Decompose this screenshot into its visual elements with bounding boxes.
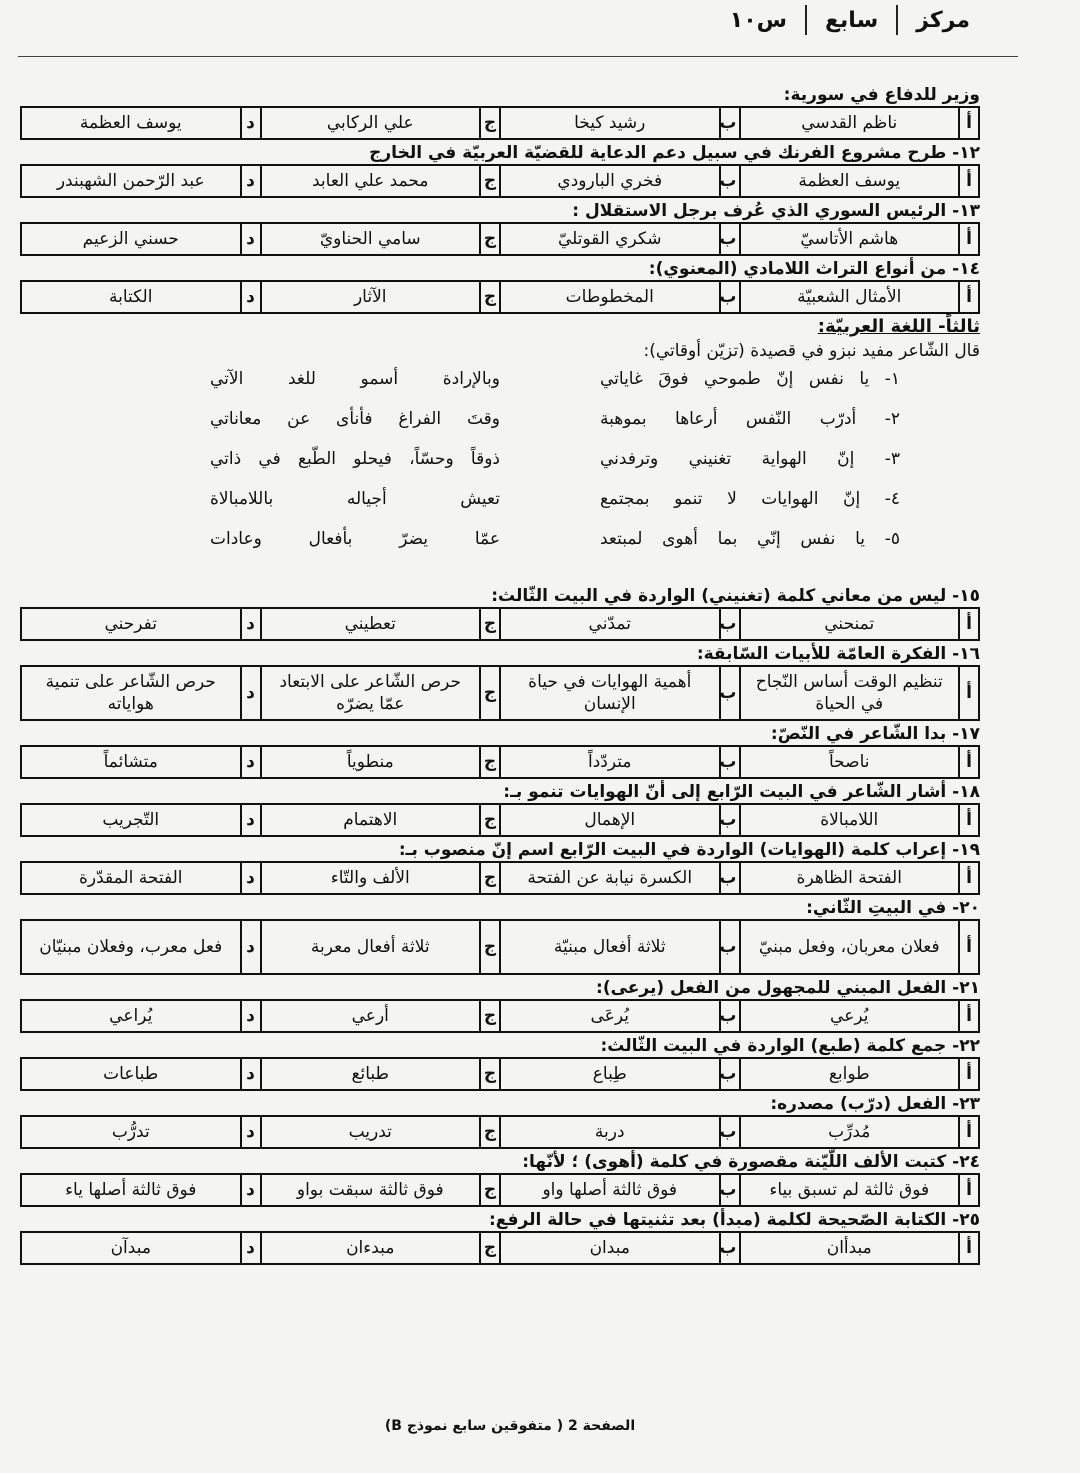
option-b: تمدّني — [500, 608, 720, 640]
option-letter: د — [241, 165, 261, 197]
header-grade: سابع — [825, 7, 879, 33]
options-table — [20, 999, 980, 1033]
option-d: الكتابة — [21, 281, 241, 313]
option-letter: أ — [959, 1174, 979, 1206]
option-letter: أ — [959, 281, 979, 313]
option-a: اللامبالاة — [740, 804, 960, 836]
option-letter: د — [241, 1000, 261, 1032]
option-c: محمد علي العابد — [261, 165, 481, 197]
option-c: مبدءان — [261, 1232, 481, 1264]
option-letter: د — [241, 1116, 261, 1148]
option-d: مبدآن — [21, 1232, 241, 1264]
poem-verse — [20, 369, 980, 409]
option-a: مُدرِّب — [740, 1116, 960, 1148]
header-markaz: مركز — [916, 7, 970, 33]
option-b: متردّداً — [500, 746, 720, 778]
option-b: المخطوطات — [500, 281, 720, 313]
verse-first-half: ٢- أدرّب النّفس أرعاها بموهبة — [600, 409, 900, 429]
question-text: وزير للدفاع في سورية: — [783, 85, 980, 105]
option-letter: أ — [959, 1000, 979, 1032]
option-a: ناظم القدسي — [740, 107, 960, 139]
question-text: ٢٥- الكتابة الصّحيحة لكلمة (مبدأ) بعد تثنيتها في حالة الرفع: — [488, 1210, 980, 1230]
option-letter: ج — [480, 165, 500, 197]
question-text: ١٢- طرح مشروع الفرنك في سبيل دعم الدعاية للقضيّة العربيّة في الخارج — [369, 143, 980, 163]
options-table — [20, 861, 980, 895]
options-table — [20, 803, 980, 837]
option-letter: أ — [959, 107, 979, 139]
option-a: تنظيم الوقت أساس النّجاح في الحياة — [740, 666, 960, 720]
verse-second-half: وقتَ الفراغ فأنأى عن معاناتي — [210, 409, 500, 429]
question-text: ٢٠- في البيتِ الثّاني: — [806, 898, 980, 918]
question-text: ٢١- الفعل المبني للمجهول من الفعل (يرعى): — [596, 978, 980, 998]
option-c: أرعي — [261, 1000, 481, 1032]
option-b: الإهمال — [500, 804, 720, 836]
option-b: الكسرة نيابة عن الفتحة — [500, 862, 720, 894]
top-rule — [18, 56, 1018, 57]
option-letter: ب — [720, 165, 740, 197]
option-letter: د — [241, 804, 261, 836]
option-d: الفتحة المقدّرة — [21, 862, 241, 894]
option-letter: ج — [480, 1116, 500, 1148]
option-letter: ب — [720, 1232, 740, 1264]
option-b: شكري القوتليّ — [500, 223, 720, 255]
option-c: تعطيني — [261, 608, 481, 640]
option-a: الأمثال الشعبيّة — [740, 281, 960, 313]
header-separator — [896, 5, 898, 35]
option-d: فوق ثالثة أصلها ياء — [21, 1174, 241, 1206]
page-header — [730, 0, 970, 40]
option-b: يُرعَى — [500, 1000, 720, 1032]
option-letter: أ — [959, 1232, 979, 1264]
option-a: مبدأان — [740, 1232, 960, 1264]
option-a: الفتحة الظاهرة — [740, 862, 960, 894]
option-letter: ج — [480, 1174, 500, 1206]
options-table — [20, 164, 980, 198]
option-letter: أ — [959, 666, 979, 720]
option-letter: د — [241, 281, 261, 313]
option-letter: ب — [720, 804, 740, 836]
option-d: عبد الرّحمن الشهبندر — [21, 165, 241, 197]
option-letter: ج — [480, 281, 500, 313]
verse-first-half: ٥- يا نفس إنّي بما أهوى لمبتعد — [600, 529, 900, 549]
option-letter: ب — [720, 1000, 740, 1032]
question-text: ١٥- ليس من معاني كلمة (تغنيني) الواردة في البيت الثّالث: — [491, 586, 980, 606]
options-table — [20, 665, 980, 721]
option-letter: ج — [480, 1000, 500, 1032]
question-text: ١٣- الرئيس السوري الذي عُرف برجل الاستقلال : — [572, 201, 980, 221]
option-letter: ج — [480, 107, 500, 139]
option-d: حرص الشّاعر على تنمية هواياته — [21, 666, 241, 720]
option-a: فعلان معربان، وفعل مبنيّ — [740, 920, 960, 974]
verse-second-half: عمّا يضرّ بأفعال وعادات — [210, 529, 500, 549]
option-letter: د — [241, 666, 261, 720]
poem-verse — [20, 489, 980, 529]
question-text: ١٦- الفكرة العامّة للأبيات السّابقة: — [696, 644, 980, 664]
option-letter: أ — [959, 804, 979, 836]
option-a: ناصحاً — [740, 746, 960, 778]
option-d: تدرُّب — [21, 1116, 241, 1148]
option-letter: ب — [720, 746, 740, 778]
options-table — [20, 1231, 980, 1265]
option-c: الاهتمام — [261, 804, 481, 836]
option-c: طبائع — [261, 1058, 481, 1090]
option-letter: أ — [959, 1116, 979, 1148]
option-a: يوسف العظمة — [740, 165, 960, 197]
question-text: ١٨- أشار الشّاعر في البيت الرّابع إلى أنّ الهوايات تنمو بـ: — [503, 782, 980, 802]
poem-verse — [20, 449, 980, 489]
option-c: الآثار — [261, 281, 481, 313]
option-letter: ب — [720, 107, 740, 139]
option-letter: ج — [480, 223, 500, 255]
option-letter: أ — [959, 608, 979, 640]
options-table — [20, 280, 980, 314]
option-d: حسني الزعيم — [21, 223, 241, 255]
option-letter: ب — [720, 862, 740, 894]
options-table — [20, 919, 980, 975]
options-table — [20, 745, 980, 779]
verse-second-half: ذوقاً وحسّاً، فيحلو الطّبع في ذاتي — [210, 449, 500, 469]
option-letter: د — [241, 107, 261, 139]
option-b: أهمية الهوايات في حياة الإنسان — [500, 666, 720, 720]
question-text: ٢٣- الفعل (درّب) مصدره: — [770, 1094, 980, 1114]
option-letter: ج — [480, 666, 500, 720]
option-c: ثلاثة أفعال معربة — [261, 920, 481, 974]
poem-verse — [20, 529, 980, 569]
option-letter: د — [241, 1232, 261, 1264]
option-c: سامي الحناويّ — [261, 223, 481, 255]
option-c: تدريب — [261, 1116, 481, 1148]
option-c: علي الركابي — [261, 107, 481, 139]
option-d: تفرحني — [21, 608, 241, 640]
option-a: طوابع — [740, 1058, 960, 1090]
option-letter: أ — [959, 223, 979, 255]
option-letter: ب — [720, 1116, 740, 1148]
verse-first-half: ١- يا نفس إنّ طموحي فوقَ غاياتي — [600, 369, 900, 389]
option-a: فوق ثالثة لم تسبق بياء — [740, 1174, 960, 1206]
option-letter: أ — [959, 1058, 979, 1090]
poem-intro: قال الشّاعر مفيد نبزو في قصيدة (تزيّن أوقاتي): — [643, 341, 980, 361]
question-text: ١٧- بدا الشّاعر في النّصّ: — [770, 724, 980, 744]
options-table — [20, 607, 980, 641]
option-b: مبدان — [500, 1232, 720, 1264]
option-b: فخري البارودي — [500, 165, 720, 197]
option-b: رشيد كيخا — [500, 107, 720, 139]
option-letter: ج — [480, 1232, 500, 1264]
option-b: فوق ثالثة أصلها واو — [500, 1174, 720, 1206]
option-c: منطوياً — [261, 746, 481, 778]
option-letter: ج — [480, 746, 500, 778]
option-letter: د — [241, 862, 261, 894]
option-c: الألف والتّاء — [261, 862, 481, 894]
options-table — [20, 1057, 980, 1091]
option-letter: أ — [959, 920, 979, 974]
section-title: ثالثاً- اللغة العربيّة: — [817, 316, 980, 337]
option-letter: د — [241, 1058, 261, 1090]
option-letter: د — [241, 1174, 261, 1206]
option-d: يُراعي — [21, 1000, 241, 1032]
poem — [20, 369, 980, 577]
header-separator — [805, 5, 807, 35]
option-letter: ب — [720, 608, 740, 640]
option-letter: ب — [720, 920, 740, 974]
option-a: تمنحني — [740, 608, 960, 640]
option-letter: أ — [959, 862, 979, 894]
option-letter: ب — [720, 1174, 740, 1206]
option-letter: د — [241, 746, 261, 778]
verse-second-half: تعيش أجياله باللامبالاة — [210, 489, 500, 509]
option-letter: أ — [959, 165, 979, 197]
option-a: يُرعي — [740, 1000, 960, 1032]
header-number: س١٠ — [729, 7, 788, 33]
option-letter: ج — [480, 1058, 500, 1090]
question-text: ٢٤- كتبت الألف اللّيّنة مقصورة في كلمة (أهوى) ؛ لأنّها: — [522, 1152, 980, 1172]
option-b: ثلاثة أفعال مبنيّة — [500, 920, 720, 974]
verse-first-half: ٣- إنّ الهواية تغنيني وترفدني — [600, 449, 900, 469]
option-d: طباعات — [21, 1058, 241, 1090]
option-letter: ج — [480, 804, 500, 836]
options-table — [20, 1173, 980, 1207]
page-footer: الصفحة 2 ( متفوقين سابع نموذج B) — [384, 1418, 636, 1434]
question-text: ٢٢- جمع كلمة (طبع) الواردة في البيت الثّالث: — [600, 1036, 980, 1056]
option-c: فوق ثالثة سبقت بواو — [261, 1174, 481, 1206]
option-c: حرص الشّاعر على الابتعاد عمّا يضرّه — [261, 666, 481, 720]
option-letter: ج — [480, 862, 500, 894]
exam-content — [20, 82, 980, 1265]
option-letter: د — [241, 223, 261, 255]
verse-first-half: ٤- إنّ الهوايات لا تنمو بمجتمع — [600, 489, 900, 509]
options-table — [20, 1115, 980, 1149]
option-letter: ج — [480, 920, 500, 974]
option-letter: ج — [480, 608, 500, 640]
option-d: يوسف العظمة — [21, 107, 241, 139]
option-letter: ب — [720, 1058, 740, 1090]
question-text: ١٩- إعراب كلمة (الهوايات) الواردة في البيت الرّابع اسم إنّ منصوب بـ: — [398, 840, 980, 860]
option-d: متشائماً — [21, 746, 241, 778]
options-table — [20, 222, 980, 256]
option-letter: د — [241, 608, 261, 640]
verse-second-half: وبالإرادة أسمو للغد الآتي — [210, 369, 500, 389]
option-letter: ب — [720, 666, 740, 720]
option-a: هاشم الأتاسيّ — [740, 223, 960, 255]
question-text: ١٤- من أنواع التراث اللامادي (المعنوي): — [648, 259, 980, 279]
poem-verse — [20, 409, 980, 449]
option-letter: ب — [720, 281, 740, 313]
option-b: دربة — [500, 1116, 720, 1148]
option-letter: ب — [720, 223, 740, 255]
option-letter: أ — [959, 746, 979, 778]
option-letter: د — [241, 920, 261, 974]
options-table — [20, 106, 980, 140]
option-d: التّجريب — [21, 804, 241, 836]
option-d: فعل معرب، وفعلان مبنيّان — [21, 920, 241, 974]
option-b: طِباع — [500, 1058, 720, 1090]
